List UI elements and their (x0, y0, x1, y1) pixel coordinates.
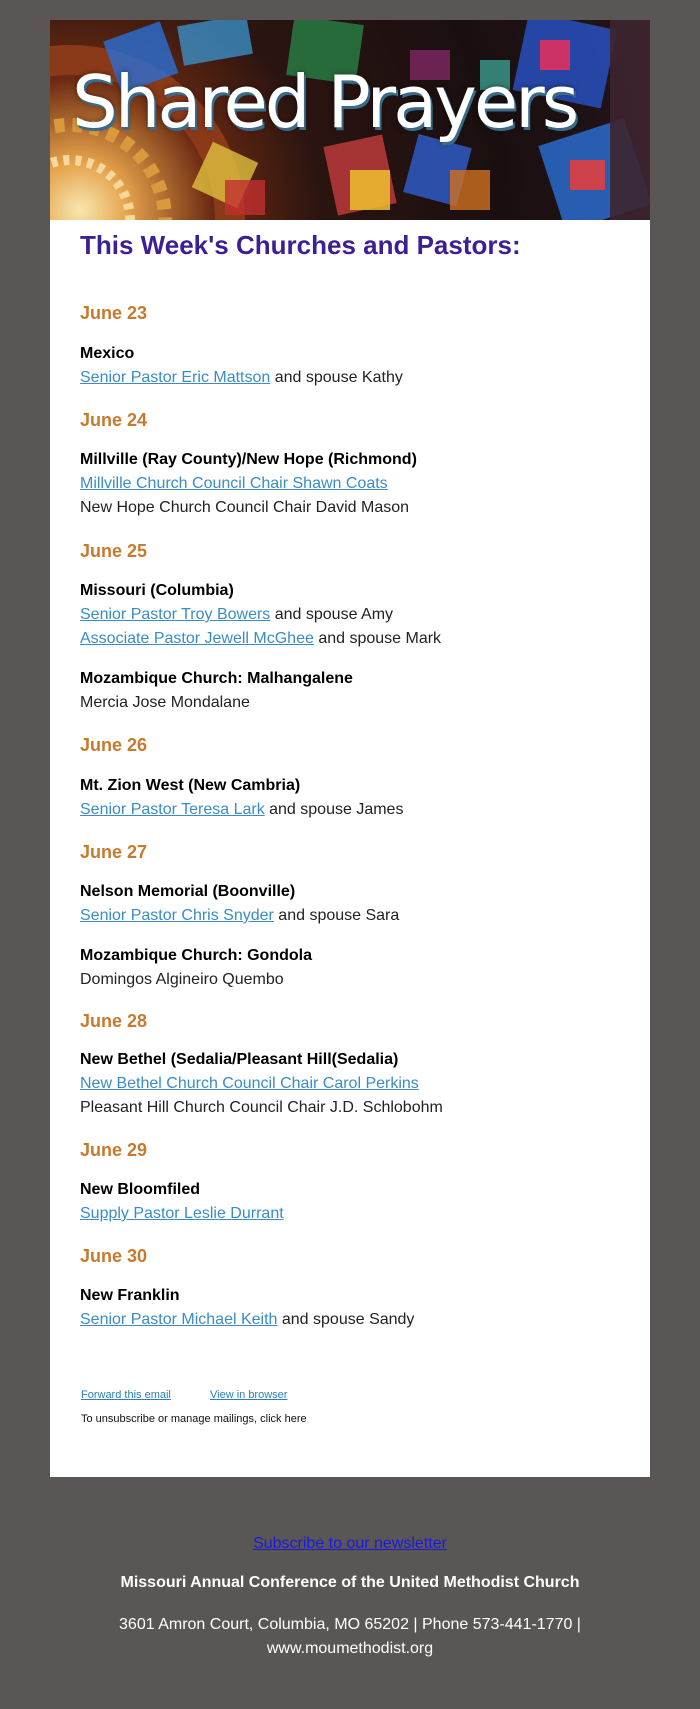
church-name: Mozambique Church: Gondola (80, 947, 312, 964)
pastor-line-suffix: and spouse Kathy (270, 369, 403, 386)
pastor-link[interactable]: Supply Pastor Leslie Durrant (80, 1205, 284, 1222)
pastor-line-suffix: and spouse James (264, 801, 404, 818)
view-in-browser-link[interactable]: View in browser (210, 1389, 288, 1401)
church-name: Nelson Memorial (Boonville) (80, 883, 296, 900)
pastor-line (80, 630, 441, 648)
date-heading: June 26 (80, 735, 148, 755)
pastor-line-suffix: and spouse Mark (313, 630, 442, 647)
page-title: This Week's Churches and Pastors: (80, 230, 521, 260)
pastor-line: New Hope Church Council Chair David Mason (80, 499, 410, 516)
church-name: Mexico (80, 345, 135, 362)
church-name: Mt. Zion West (New Cambria) (80, 777, 301, 794)
address-line: 3601 Amron Court, Columbia, MO 65202 | Phone 573-441-1770 | (119, 1616, 581, 1633)
pastor-line: Domingos Algineiro Quembo (80, 971, 284, 988)
date-heading: June 30 (80, 1246, 148, 1266)
pastor-link[interactable]: Senior Pastor Eric Mattson (80, 369, 271, 386)
pastor-line-suffix: and spouse Sandy (277, 1311, 415, 1328)
date-heading: June 28 (80, 1011, 148, 1031)
date-heading: June 29 (80, 1140, 148, 1160)
pastor-link[interactable]: Senior Pastor Chris Snyder (80, 907, 274, 924)
pastor-link[interactable]: Senior Pastor Troy Bowers (80, 606, 271, 623)
pastor-line (80, 1205, 284, 1223)
pastor-line: Pleasant Hill Church Council Chair J.D. Schlobohm (80, 1099, 443, 1116)
church-name: Mozambique Church: Malhangalene (80, 670, 353, 687)
church-name: New Bloomfiled (80, 1181, 201, 1198)
website-line: www.moumethodist.org (266, 1640, 434, 1657)
unsubscribe-text[interactable]: To unsubscribe or manage mailings, click here (81, 1413, 307, 1425)
church-name: New Bethel (Sedalia/Pleasant Hill(Sedalia) (80, 1051, 399, 1068)
pastor-line (80, 369, 403, 387)
date-heading: June 25 (80, 541, 148, 561)
pastor-line: Mercia Jose Mondalane (80, 694, 250, 711)
date-heading: June 27 (80, 842, 148, 862)
subscribe-link[interactable] (0, 1535, 700, 1553)
pastor-line-suffix: and spouse Amy (270, 606, 394, 623)
pastor-line (80, 475, 388, 493)
pastor-link[interactable]: Senior Pastor Teresa Lark (80, 801, 265, 818)
church-name: New Franklin (80, 1287, 180, 1304)
forward-email-link[interactable]: Forward this email (81, 1389, 171, 1401)
subscribe-label: Subscribe to our newsletter (253, 1535, 447, 1552)
date-heading: June 23 (80, 303, 148, 323)
pastor-line (80, 907, 399, 925)
pastor-link[interactable]: Senior Pastor Michael Keith (80, 1311, 278, 1328)
church-name: Millville (Ray County)/New Hope (Richmond) (80, 451, 417, 468)
pastor-link[interactable]: New Bethel Church Council Chair Carol Perkins (80, 1075, 419, 1092)
pastor-line (80, 1311, 414, 1329)
organization-name: Missouri Annual Conference of the United Methodist Church (120, 1574, 580, 1591)
banner-title: Shared Prayers (72, 60, 577, 144)
pastor-link[interactable]: Millville Church Council Chair Shawn Coats (80, 475, 388, 492)
church-name: Missouri (Columbia) (80, 582, 234, 599)
address-block (100, 1613, 600, 1661)
pastor-line-suffix: and spouse Sara (273, 907, 400, 924)
pastor-line (80, 606, 393, 624)
banner (50, 20, 650, 220)
pastor-link[interactable]: Associate Pastor Jewell McGhee (80, 630, 314, 647)
pastor-line (80, 1075, 419, 1093)
pastor-line (80, 801, 403, 819)
date-heading: June 24 (80, 410, 148, 430)
